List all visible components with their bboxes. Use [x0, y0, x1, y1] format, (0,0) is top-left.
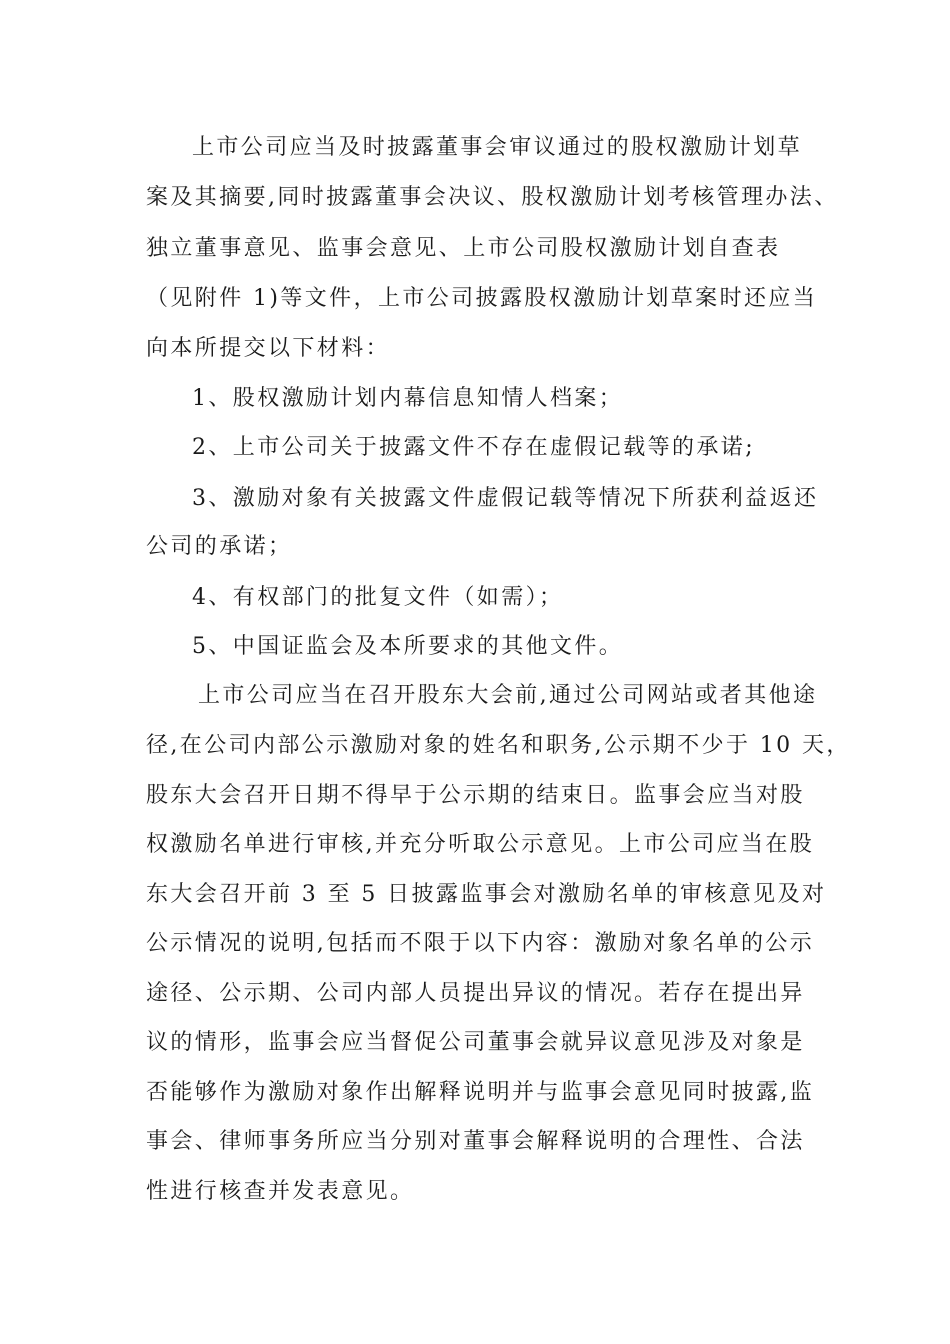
- list-item: 5、中国证监会及本所要求的其他文件。: [192, 634, 624, 659]
- text-line: 独立董事意见、监事会意见、上市公司股权激励计划自查表: [146, 236, 781, 261]
- text-line: 权激励名单进行审核,并充分听取公示意见。上市公司应当在股: [146, 832, 815, 857]
- text-line: 途径、公示期、公司内部人员提出异议的情况。若存在提出异: [146, 981, 805, 1006]
- text-line: 上市公司应当在召开股东大会前,通过公司网站或者其他途: [198, 683, 818, 708]
- text-line: 径,在公司内部公示激励对象的姓名和职务,公示期不少于 10 天，: [146, 733, 851, 758]
- text-line: 议的情形，监事会应当督促公司董事会就异议意见涉及对象是: [146, 1030, 805, 1055]
- text-line: （见附件 1)等文件，上市公司披露股权激励计划草案时还应当: [146, 286, 818, 311]
- text-line: 事会、律师事务所应当分别对董事会解释说明的合理性、合法: [146, 1129, 805, 1154]
- list-item-continuation: 公司的承诺；: [146, 534, 293, 559]
- text-line: 案及其摘要,同时披露董事会决议、股权激励计划考核管理办法、: [146, 185, 839, 210]
- text-line: 向本所提交以下材料：: [146, 336, 391, 361]
- text-line: 东大会召开前 3 至 5 日披露监事会对激励名单的审核意见及对: [146, 882, 827, 907]
- text-line: 公示情况的说明,包括而不限于以下内容：激励对象名单的公示: [146, 931, 815, 956]
- text-line: 性进行核查并发表意见。: [146, 1179, 415, 1204]
- text-line: 股东大会召开日期不得早于公示期的结束日。监事会应当对股: [146, 783, 805, 808]
- list-item: 1、股权激励计划内幕信息知情人档案；: [192, 386, 624, 411]
- list-item: 3、激励对象有关披露文件虚假记载等情况下所获利益返还: [192, 486, 819, 511]
- list-item: 4、有权部门的批复文件（如需）；: [192, 585, 564, 610]
- text-line: 否能够作为激励对象作出解释说明并与监事会意见同时披露,监: [146, 1080, 815, 1105]
- list-item: 2、上市公司关于披露文件不存在虚假记载等的承诺;: [192, 435, 756, 460]
- text-line: 上市公司应当及时披露董事会审议通过的股权激励计划草: [192, 135, 803, 160]
